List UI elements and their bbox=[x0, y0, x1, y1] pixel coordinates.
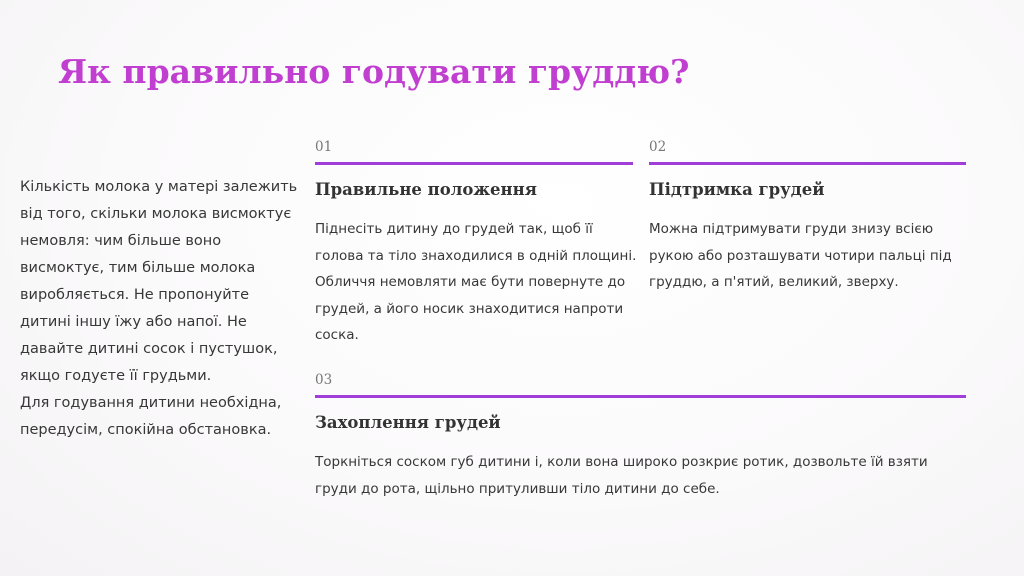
step-2 bbox=[649, 138, 966, 296]
intro-paragraph-1: Кількість молока у матері залежить від того, скільки молока висмоктує немовля: чим більше воно висмоктує, тим більше молока виробляється. Не пропонуйте дитині іншу їжу або напої. Не давайте дитині сосок і пустушок, якщо годуєте її грудьми. bbox=[20, 179, 298, 384]
step-text: Можна підтримувати груди знизу всією рукою або розташувати чотири пальці під груддю, а п'ятий, великий, зверху. bbox=[649, 221, 952, 290]
intro-text bbox=[20, 174, 298, 444]
step-number: 01 bbox=[315, 139, 333, 155]
step-text: Торкніться соском губ дитини і, коли вона широко розкриє ротик, дозвольте їй взяти груди до рота, щільно притуливши тіло дитини до себе. bbox=[315, 454, 928, 497]
step-heading: Підтримка грудей bbox=[649, 180, 825, 199]
page-title: Як правильно годувати груддю? bbox=[58, 52, 690, 91]
step-1 bbox=[315, 138, 637, 349]
step-divider bbox=[315, 162, 633, 165]
step-heading: Правильне положення bbox=[315, 180, 537, 199]
step-number: 02 bbox=[649, 139, 667, 155]
step-text: Піднесіть дитину до грудей так, щоб її голова та тіло знаходилися в одній площині. Обличчя немовляти має бути повернуте до грудей, а його носик знаходитися напроти соска. bbox=[315, 221, 637, 343]
step-divider bbox=[315, 395, 966, 398]
step-divider bbox=[649, 162, 966, 165]
step-number: 03 bbox=[315, 372, 333, 388]
step-heading: Захоплення грудей bbox=[315, 413, 501, 432]
intro-paragraph-2: Для годування дитини необхідна, передусім, спокійна обстановка. bbox=[20, 395, 282, 438]
step-3 bbox=[315, 371, 966, 502]
